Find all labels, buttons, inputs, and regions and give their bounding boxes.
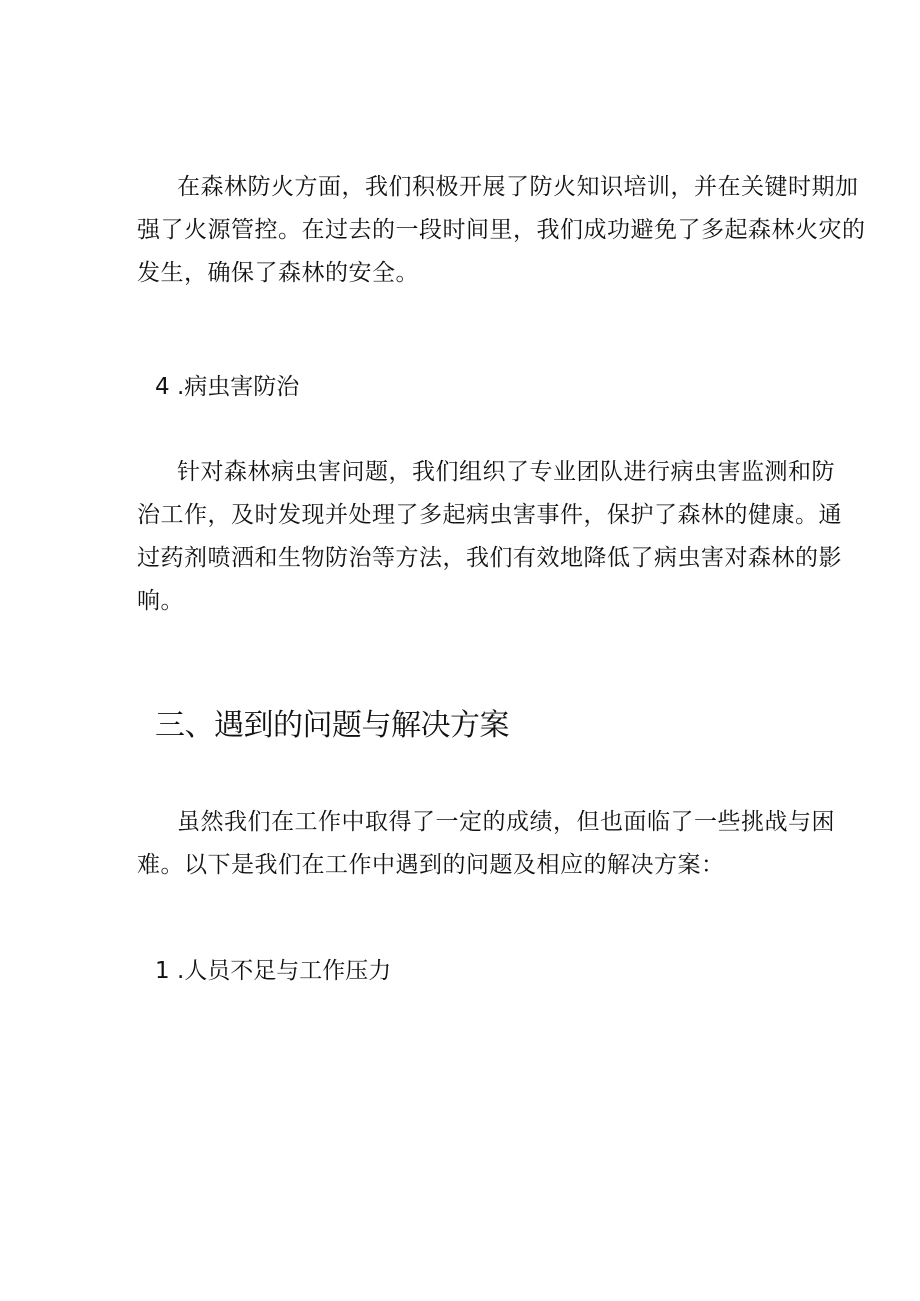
paragraph-line: 过药剂喷洒和生物防治等方法，我们有效地降低了病虫害对森林的影 bbox=[137, 545, 842, 571]
paragraph-problems-intro bbox=[137, 801, 837, 887]
subheading-number: 4 bbox=[155, 374, 170, 400]
subheading-staff-shortage bbox=[155, 956, 391, 986]
paragraph-line: 针对森林病虫害问题，我们组织了专业团队进行病虫害监测和防 bbox=[177, 459, 835, 485]
subheading-number: 1 bbox=[155, 958, 170, 984]
paragraph-fire-prevention bbox=[137, 166, 866, 295]
subheading-label: .人员不足与工作压力 bbox=[176, 958, 392, 984]
paragraph-line: 虽然我们在工作中取得了一定的成绩，但也面临了一些挑战与困 bbox=[177, 809, 835, 835]
paragraph-line: 强了火源管控。在过去的一段时间里，我们成功避免了多起森林火灾的 bbox=[137, 217, 866, 243]
paragraph-line: 治工作，及时发现并处理了多起病虫害事件，保护了森林的健康。通 bbox=[137, 502, 842, 528]
subheading-label: .病虫害防治 bbox=[176, 374, 300, 400]
paragraph-line: 难。以下是我们在工作中遇到的问题及相应的解决方案： bbox=[137, 852, 725, 878]
paragraph-pest-control bbox=[137, 451, 842, 623]
paragraph-line: 发生，确保了森林的安全。 bbox=[137, 260, 419, 286]
section-title-problems: 三、遇到的问题与解决方案 bbox=[155, 708, 509, 743]
subheading-pest-control bbox=[155, 372, 299, 402]
paragraph-line: 响。 bbox=[137, 588, 184, 614]
paragraph-line: 在森林防火方面，我们积极开展了防火知识培训，并在关键时期加 bbox=[177, 174, 859, 200]
